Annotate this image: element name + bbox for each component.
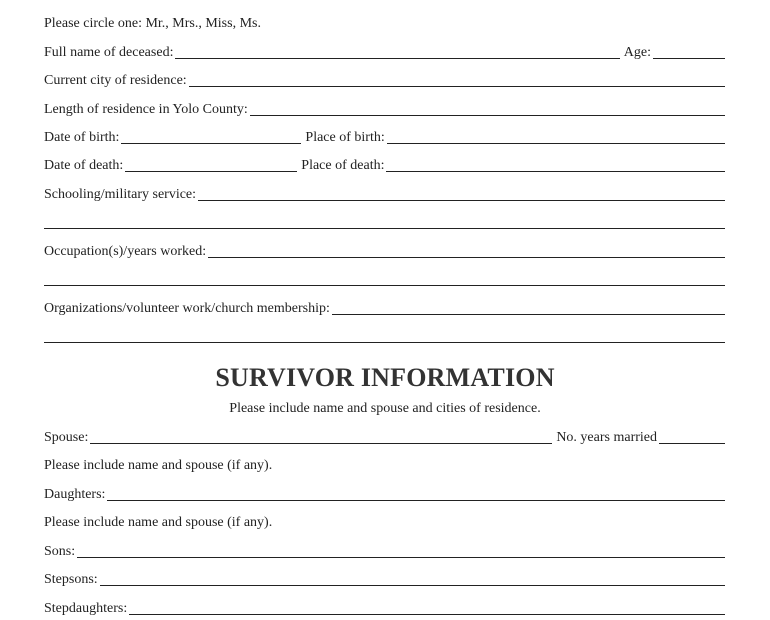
occupation-row-2 [44, 266, 725, 288]
sons-note-row [44, 509, 725, 531]
pob-field[interactable] [387, 128, 725, 144]
schooling-field[interactable] [198, 185, 725, 201]
death-row [44, 152, 725, 174]
full-name-row [44, 39, 725, 61]
schooling-row [44, 181, 725, 203]
age-field[interactable] [653, 43, 725, 59]
stepsons-field[interactable] [100, 570, 725, 586]
daughters-label: Daughters: [44, 487, 106, 502]
title-prompt-row [44, 10, 725, 32]
stepdaughters-row [44, 595, 725, 617]
daughters-note: Please include name and spouse (if any). [44, 458, 273, 473]
residence-length-field[interactable] [250, 100, 725, 116]
residence-length-label: Length of residence in Yolo County: [44, 102, 248, 117]
sons-field[interactable] [77, 542, 725, 558]
pod-field[interactable] [386, 156, 725, 172]
schooling-label: Schooling/military service: [44, 187, 197, 202]
city-label: Current city of residence: [44, 73, 187, 88]
dob-label: Date of birth: [44, 130, 120, 145]
city-row [44, 67, 725, 89]
pob-label: Place of birth: [305, 130, 385, 145]
schooling-row-2 [44, 209, 725, 231]
organizations-row [44, 295, 725, 317]
spouse-label: Spouse: [44, 430, 89, 445]
dod-field[interactable] [125, 156, 297, 172]
daughters-note-row [44, 452, 725, 474]
stepdaughters-label: Stepdaughters: [44, 601, 128, 616]
occupation-field[interactable] [208, 242, 725, 258]
residence-length-row [44, 96, 725, 118]
years-married-field[interactable] [659, 428, 725, 444]
full-name-label: Full name of deceased: [44, 45, 174, 60]
sons-label: Sons: [44, 544, 76, 559]
age-label: Age: [623, 45, 651, 60]
organizations-field-continued[interactable] [44, 327, 725, 343]
organizations-row-2 [44, 323, 725, 345]
daughters-field[interactable] [107, 485, 725, 501]
pod-label: Place of death: [301, 158, 385, 173]
survivor-instruction: Please include name and spouse and cities of residence. [229, 401, 541, 416]
birth-row [44, 124, 725, 146]
occupation-label: Occupation(s)/years worked: [44, 244, 207, 259]
sons-row [44, 538, 725, 560]
title-prompt: Please circle one: Mr., Mrs., Miss, Ms. [44, 16, 261, 31]
schooling-field-continued[interactable] [44, 213, 725, 229]
organizations-label: Organizations/volunteer work/church membership: [44, 301, 330, 316]
daughters-row [44, 481, 725, 503]
stepsons-row [44, 566, 725, 588]
stepsons-label: Stepsons: [44, 572, 98, 587]
survivor-heading: SURVIVOR INFORMATION [215, 363, 555, 392]
occupation-row [44, 238, 725, 260]
sons-note: Please include name and spouse (if any). [44, 515, 273, 530]
full-name-field[interactable] [175, 43, 619, 59]
years-married-label: No. years married [556, 430, 657, 445]
occupation-field-continued[interactable] [44, 270, 725, 286]
stepdaughters-field[interactable] [129, 599, 725, 615]
city-field[interactable] [189, 71, 725, 87]
dod-label: Date of death: [44, 158, 124, 173]
organizations-field[interactable] [332, 299, 725, 315]
dob-field[interactable] [121, 128, 301, 144]
spouse-field[interactable] [90, 428, 552, 444]
spouse-row [44, 424, 725, 446]
